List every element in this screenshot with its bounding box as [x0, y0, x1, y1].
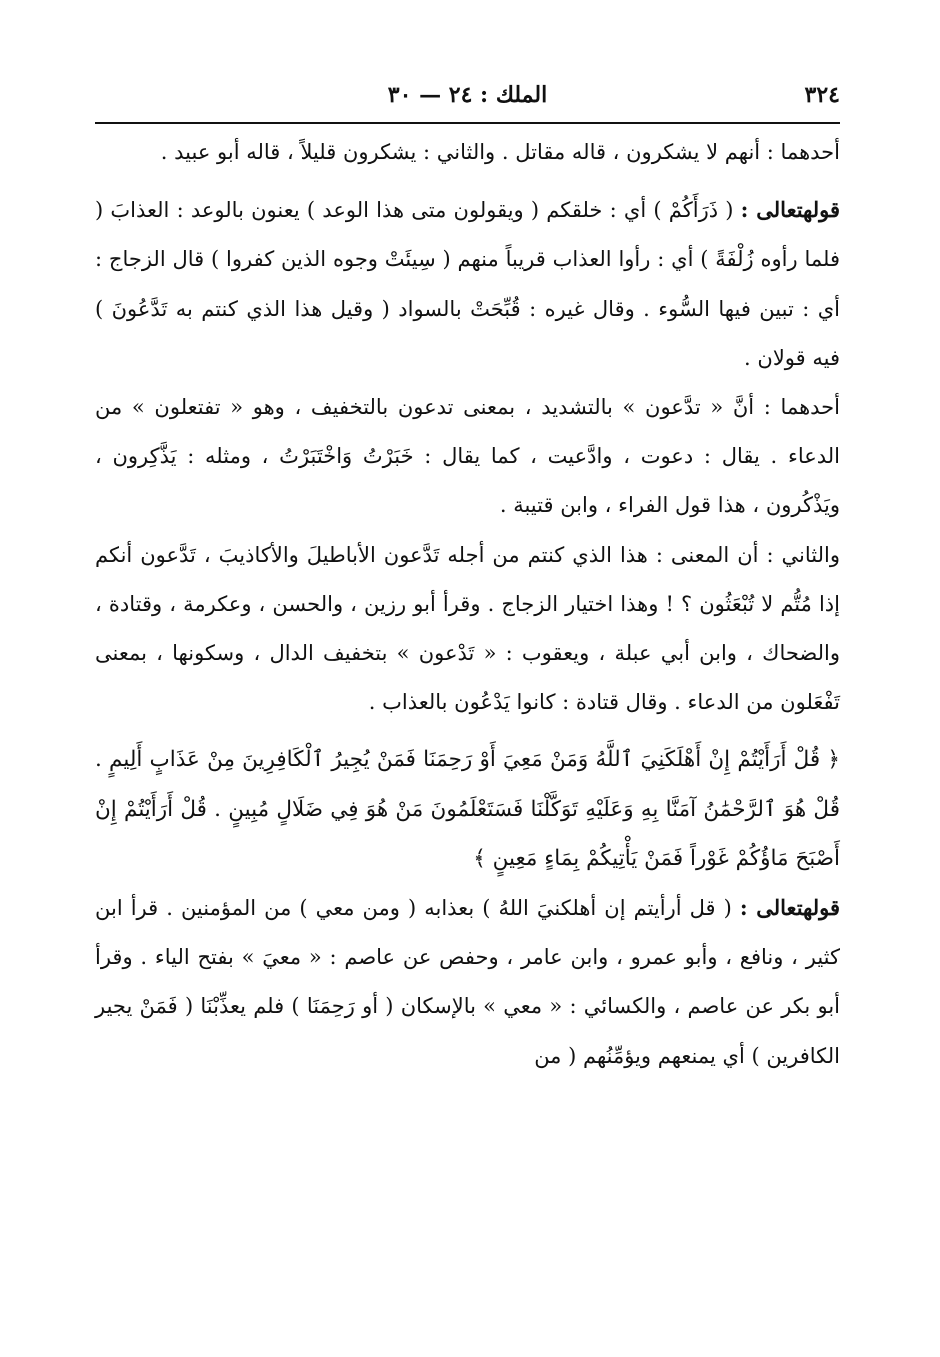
- paragraph-6-text: ( قل أرأيتم إن أهلكنيَ اللهُ ) بعذابه ( ومن معي ) من المؤمنين . قرأ ابن كثير ، ونافع ، وأبو عمرو ، وابن عامر ، وحفص عن عاصم : « معيَ » بفتح الياء . وقرأ أبو بكر عن عاصم ، والكسائي : « معي » بالإسكان ( أو رَحِمَنَا ) فلم يعذِّبْنَا ( فَمَنْ يجير الكافرين ) أي يمنعهم ويؤمِّنُهم ( من: [95, 896, 840, 1068]
- paragraph-6: [95, 883, 840, 1081]
- running-head: [95, 82, 840, 122]
- paragraph-3-text: أحدهما : أنَّ « تدَّعون » بالتشديد ، بمعنى تدعون بالتخفيف ، وهو « تفتعلون » من الدعاء . يقال : دعوت ، وادَّعيت ، كما يقال : خَبَرْتُ وَاخْتَبَرْتُ ، ومثله : يَذَّكِرون ، ويَذْكُرون ، هذا قول الفراء ، وابن قتيبة .: [95, 395, 841, 518]
- paragraph-4-text: والثاني : أن المعنى : هذا الذي كنتم من أجله تَدَّعون الأباطيلَ والأكاذيبَ ، تَدَّعون أنكم إذا مُتُّم لا تُبْعَثُون ؟ ! وهذا اختيار الزجاج . وقرأ أبو رزين ، والحسن ، وعكرمة ، وقتادة ، والضحاك ، وابن أبي عبلة ، ويعقوب : « تَدْعون » بتخفيف الدال ، وسكونها ، بمعنى تَفْعَلون من الدعاء . وقال قتادة : كانوا يَدْعُون بالعذاب .: [95, 542, 840, 715]
- commentary-text: [95, 128, 840, 1081]
- paragraph-6-lead: قولهتعالى :: [739, 895, 840, 921]
- quran-verse-text: ﴿ قُلْ أَرَأَيْتُمْ إِنْ أَهْلَكَنِيَ ٱللَّهُ وَمَنْ مَعِيَ أَوْ رَحِمَنَا فَمَنْ يُجِيرُ ٱلْكَافِرِينَ مِنْ عَذَابٍ أَلِيمٍ . قُلْ هُوَ ٱلرَّحْمَٰنُ آمَنَّا بِهِ وَعَلَيْهِ تَوَكَّلْنَا فَسَتَعْلَمُونَ مَنْ هُوَ فِي ضَلَالٍ مُبِينٍ . قُلْ أَرَأَيْتُمْ إِنْ أَصْبَحَ مَاؤُكُمْ غَوْراً فَمَنْ يَأْتِيكُمْ بِمَاءٍ مَعِينٍ ﴾: [95, 747, 840, 871]
- page-number: ٣٢٤: [804, 82, 840, 108]
- paragraph-1: [95, 128, 840, 177]
- header-rule: [95, 122, 840, 124]
- paragraph-3: [95, 383, 840, 531]
- surah-verse-range: الملك : ٢٤ — ٣٠: [387, 82, 548, 108]
- paragraph-2-lead: قولهتعالى :: [740, 197, 840, 223]
- paragraph-1-text: أحدهما : أنهم لا يشكرون ، قاله مقاتل . والثاني : يشكرون قليلاً ، قاله أبو عبيد .: [160, 140, 840, 164]
- quran-verse-block: [95, 735, 840, 883]
- paragraph-2-text: ( ذَرَأَكُمْ ) أي : خلقكم ( ويقولون متى هذا الوعد ) يعنون بالوعد : العذابَ ( فلما رأوه زُلْفَةً ) أي : رأوا العذاب قريباً منهم ( سِيئَتْ وجوه الذين كفروا ) قال الزجاج : أي : تبين فيها السُّوء . وقال غيره : قُبِّحَتْ بالسواد ( وقيل هذا الذي كنتم به تَدَّعُونَ ) فيه قولان .: [95, 198, 840, 370]
- paragraph-2: [95, 185, 840, 383]
- paragraph-4: [95, 531, 840, 728]
